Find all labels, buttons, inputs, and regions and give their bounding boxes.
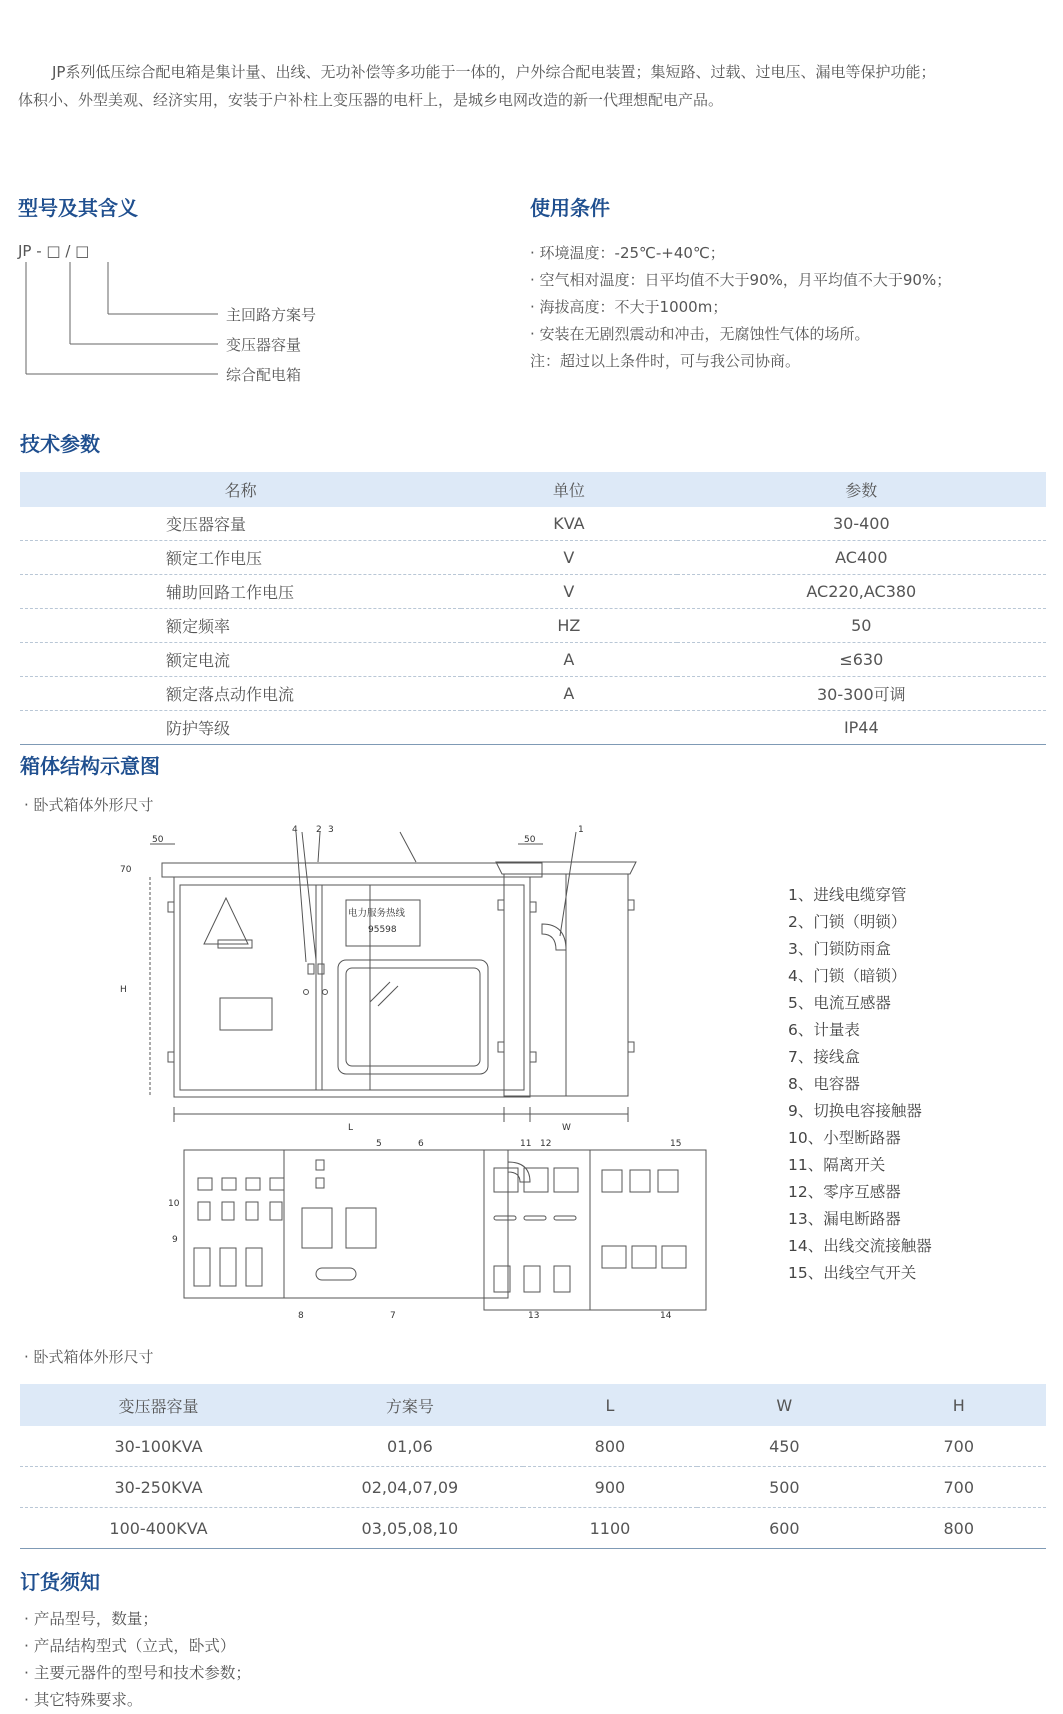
model-label-capacity: 变压器容量 [226,336,302,354]
cell: 100-400KVA [20,1508,297,1549]
cell-unit: HZ [461,609,676,643]
cell: 700 [872,1467,1046,1508]
table-row [20,643,1046,677]
legend-item: 3、门锁防雨盒 [788,940,891,958]
interior-right-diagram [480,1148,710,1318]
legend-item: 5、电流互感器 [788,994,891,1012]
callout-3: 3 [328,825,334,835]
cell: 30-100KVA [20,1426,297,1467]
structure-heading: 箱体结构示意图 [20,754,160,778]
cell-name: 防护等级 [20,711,461,745]
dim-50-left: 50 [152,835,164,845]
cell-param: ≤630 [677,643,1046,677]
cell-param: AC220,AC380 [677,575,1046,609]
table-row [20,507,1046,541]
intro-line-1: JP系列低压综合配电箱是集计量、出线、无功补偿等多功能于一体的，户外综合配电装置；集短路、过载、过电压、漏电等保护功能； [52,63,936,81]
table-row [20,1426,1046,1467]
legend-item: 8、电容器 [788,1075,860,1093]
legend-item: 14、出线交流接触器 [788,1237,932,1255]
legend-item: 13、漏电断路器 [788,1210,901,1228]
condition-item: · 空气相对温度：日平均值不大于90%，月平均值不大于90%； [530,271,952,289]
dim-l: L [348,1123,354,1133]
legend-item: 4、门锁（暗锁） [788,967,907,985]
callout-5: 5 [376,1139,382,1149]
col-header-scheme: 方案号 [297,1384,523,1426]
legend-item: 7、接线盒 [788,1048,860,1066]
col-header-name: 名称 [20,472,461,507]
cell: 800 [872,1508,1046,1549]
conditions-list [530,240,951,375]
dimensions-table [20,1384,1046,1549]
cell: 30-250KVA [20,1467,297,1508]
table-row [20,1508,1046,1549]
cell-unit: KVA [461,507,676,541]
order-item: · 主要元器件的型号和技术参数； [24,1664,251,1682]
callout-14: 14 [660,1311,672,1321]
cell-name: 辅助回路工作电压 [20,575,461,609]
callout-11: 11 [520,1139,532,1149]
model-heading: 型号及其含义 [18,196,138,220]
hotline-number: 95598 [368,925,397,935]
table-row [20,541,1046,575]
cell: 900 [523,1467,697,1508]
col-header-l: L [523,1384,697,1426]
callout-2: 2 [316,825,322,835]
legend-item: 2、门锁（明锁） [788,913,907,931]
cell-unit [461,711,676,745]
table-row [20,609,1046,643]
col-header-param: 参数 [677,472,1046,507]
cell: 500 [697,1467,871,1508]
conditions-heading: 使用条件 [530,196,610,220]
model-code: JP - □ / □ [18,242,90,260]
cell-name: 额定落点动作电流 [20,677,461,711]
intro-paragraph [18,58,1048,114]
cell: 01,06 [297,1426,523,1467]
legend-item: 12、零序互感器 [788,1183,901,1201]
intro-line-2: 体积小、外型美观、经济实用，安装于户补柱上变压器的电杆上，是城乡电网改造的新一代理想配电产品。 [18,91,724,109]
order-item: · 产品结构型式（立式，卧式） [24,1637,236,1655]
order-heading: 订货须知 [20,1570,100,1594]
table-row [20,711,1046,745]
col-header-unit: 单位 [461,472,676,507]
callout-6: 6 [418,1139,424,1149]
tech-params-table [20,472,1046,745]
dim-50-right: 50 [524,835,536,845]
front-roof [162,863,542,877]
dim-h: H [120,985,127,995]
cell-name: 额定电流 [20,643,461,677]
order-item: · 产品型号，数量； [24,1610,158,1628]
cell: 700 [872,1426,1046,1467]
callout-15: 15 [670,1139,682,1149]
structure-subtitle-1: · 卧式箱体外形尺寸 [24,796,154,814]
cell: 02,04,07,09 [297,1467,523,1508]
order-list [24,1606,251,1714]
table-row [20,677,1046,711]
cell-unit: V [461,541,676,575]
col-header-h: H [872,1384,1046,1426]
callout-12: 12 [540,1139,552,1149]
callout-9: 9 [172,1235,178,1245]
hotline-label: 电力服务热线 [348,908,406,919]
legend-item: 10、小型断路器 [788,1129,901,1147]
cell-name: 额定工作电压 [20,541,461,575]
dim-w: W [562,1123,571,1133]
col-header-w: W [697,1384,871,1426]
callout-10: 10 [168,1199,180,1209]
condition-item: · 环境温度：-25℃-+40℃； [530,244,725,262]
cell-param: 30-300可调 [677,677,1046,711]
cell-name: 变压器容量 [20,507,461,541]
model-label-scheme: 主回路方案号 [226,306,317,324]
table-row [20,1467,1046,1508]
condition-item: · 海拔高度：不大于1000m； [530,298,728,316]
cell: 600 [697,1508,871,1549]
legend-item: 6、计量表 [788,1021,860,1039]
legend-item: 1、进线电缆穿管 [788,886,907,904]
legend-item: 11、隔离开关 [788,1156,886,1174]
callout-8: 8 [298,1311,304,1321]
model-label-box: 综合配电箱 [226,366,302,384]
col-header-capacity: 变压器容量 [20,1384,297,1426]
tech-heading: 技术参数 [20,432,100,456]
callout-1: 1 [578,825,584,835]
table-header-row [20,472,1046,507]
legend-item: 15、出线空气开关 [788,1264,917,1282]
cell: 03,05,08,10 [297,1508,523,1549]
condition-note: 注：超过以上条件时，可与我公司协商。 [530,352,801,370]
model-code-diagram [18,238,348,388]
legend-item: 9、切换电容接触器 [788,1102,922,1120]
callout-7: 7 [390,1311,396,1321]
cell-param: 30-400 [677,507,1046,541]
table-row [20,575,1046,609]
cell-unit: V [461,575,676,609]
cell-unit: A [461,643,676,677]
cell-param: 50 [677,609,1046,643]
order-item: · 其它特殊要求。 [24,1691,143,1709]
callout-13: 13 [528,1311,540,1321]
cell: 800 [523,1426,697,1467]
cell-param: AC400 [677,541,1046,575]
component-legend [788,882,932,1287]
cell: 1100 [523,1508,697,1549]
table-header-row [20,1384,1046,1426]
structure-subtitle-2: · 卧式箱体外形尺寸 [24,1348,154,1366]
cell: 450 [697,1426,871,1467]
cell-unit: A [461,677,676,711]
cell-param: IP44 [677,711,1046,745]
cell-name: 额定频率 [20,609,461,643]
callout-4: 4 [292,825,298,835]
condition-item: · 安装在无剧烈震动和冲击，无腐蚀性气体的场所。 [530,325,870,343]
dim-70: 70 [120,865,132,875]
